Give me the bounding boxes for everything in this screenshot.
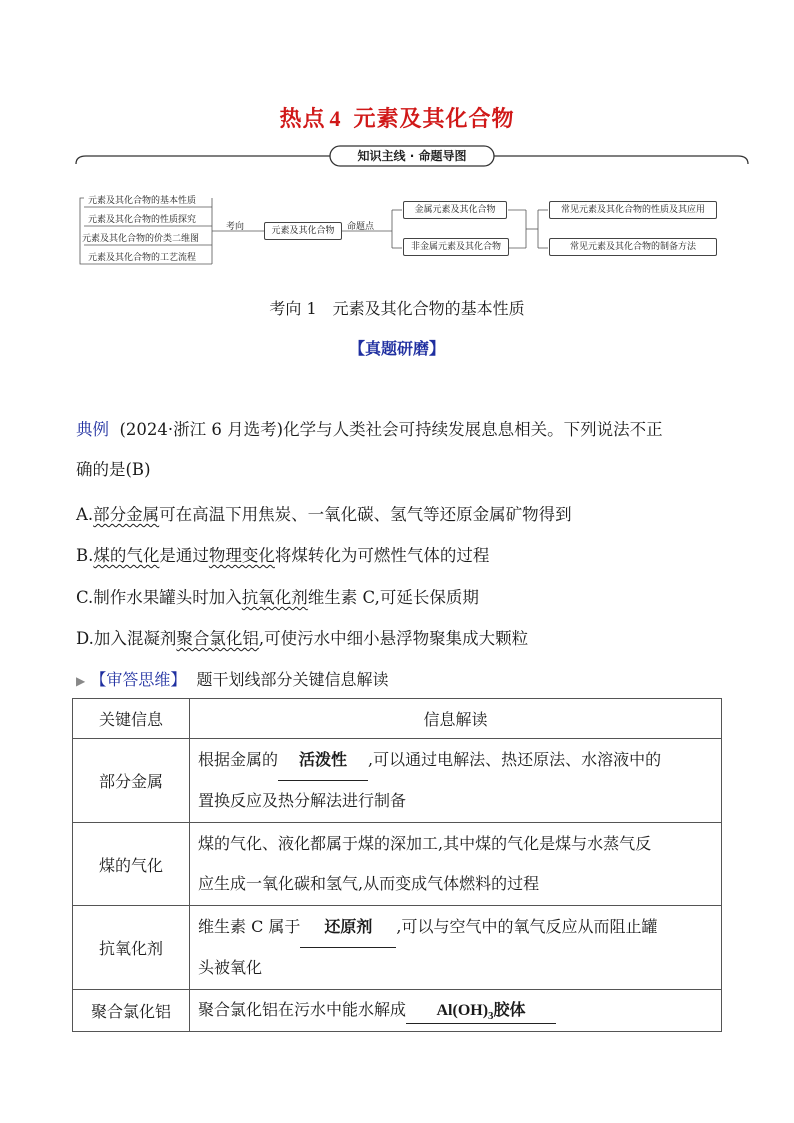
answer-fill: 活泼性	[278, 740, 368, 781]
table-header: 信息解读	[190, 699, 722, 739]
table-text: 根据金属的	[198, 750, 279, 769]
table-text: 煤的气化、液化都属于煤的深加工,其中煤的气化是煤与水蒸气反	[198, 834, 652, 853]
mindmap-left-item: 元素及其化合物的价类二维图	[82, 234, 200, 244]
key-info-table	[72, 698, 722, 1032]
example-label: 典例	[76, 420, 109, 439]
table-text: ,可以通过电解法、热还原法、水溶液中的	[368, 750, 662, 769]
option-text: 加入混凝剂	[93, 629, 177, 648]
option-mark: 物理变化	[208, 546, 275, 565]
thinking-label: 【审答思维】	[90, 670, 187, 689]
option-a	[76, 501, 572, 525]
table-text: 头被氧化	[198, 958, 263, 977]
mindmap-right-node: 常见元素及其化合物的性质及其应用	[549, 201, 717, 219]
table-text: ,可以与空气中的氧气反应从而阻止罐	[396, 917, 658, 936]
table-text: 聚合氯化铝在污水中能水解成	[198, 1000, 407, 1020]
option-b	[76, 542, 489, 566]
option-prefix: A.	[76, 505, 94, 524]
example-stem-line2: 确的是(B)	[76, 460, 151, 479]
table-value	[190, 823, 722, 906]
mindmap-right-node: 常见元素及其化合物的制备方法	[549, 238, 717, 256]
table-row	[73, 739, 722, 823]
example-source: (2024·浙江 6 月选考)	[119, 420, 284, 439]
mindmap-kaoxiang: 考向	[226, 222, 245, 232]
triangle-icon: ▶	[76, 674, 86, 688]
table-row	[73, 823, 722, 906]
mindmap-nonmetal-node: 非金属元素及其化合物	[403, 238, 509, 256]
table-value	[190, 990, 722, 1032]
thinking-text: 题干划线部分关键信息解读	[196, 670, 389, 689]
table-key: 部分金属	[73, 739, 190, 823]
option-prefix: B.	[76, 546, 94, 565]
table-value	[190, 906, 722, 990]
section-label: 【真题研磨】	[348, 339, 445, 358]
formula-subscript: 3	[488, 1010, 494, 1023]
mindmap-left-item: 元素及其化合物的性质探究	[88, 215, 197, 225]
mindmap-metal-node: 金属元素及其化合物	[403, 201, 507, 219]
table-value	[190, 739, 722, 823]
table-text: 置换反应及热分解法进行制备	[198, 791, 407, 810]
subtitle: 考向 1 元素及其化合物的基本性质	[269, 299, 525, 318]
formula: Al(OH)	[436, 1002, 489, 1020]
option-prefix: C.	[76, 588, 94, 607]
mindmap-center-node: 元素及其化合物	[264, 222, 342, 240]
option-mark: 煤的气化	[93, 546, 160, 565]
mindmap-mingtidian: 命题点	[347, 222, 375, 232]
answer-fill	[406, 997, 556, 1023]
mindmap-left-item: 元素及其化合物的基本性质	[88, 196, 197, 206]
option-text: 可在高温下用焦炭、一氧化碳、氢气等还原金属矿物得到	[159, 505, 572, 524]
option-mark: 聚合氯化铝	[176, 629, 259, 648]
table-key: 煤的气化	[73, 823, 190, 906]
title-text: 元素及其化合物	[353, 107, 515, 132]
table-header: 关键信息	[73, 699, 190, 739]
option-text: 是通过	[159, 546, 209, 565]
example-stem-line1: 化学与人类社会可持续发展息息相关。下列说法不正	[283, 420, 663, 439]
banner-label: 知识主线 · 命题导图	[357, 149, 467, 163]
title-prefix: 热点	[279, 107, 326, 132]
option-text: 维生素 C,可延长保质期	[307, 588, 479, 607]
mindmap-left-item: 元素及其化合物的工艺流程	[88, 253, 197, 263]
answer-fill: 还原剂	[300, 907, 396, 948]
table-row	[73, 990, 722, 1032]
option-text: 将煤转化为可燃性气体的过程	[274, 546, 490, 565]
table-header-row	[73, 699, 722, 739]
table-key: 抗氧化剂	[73, 906, 190, 990]
example-stem	[76, 410, 726, 490]
option-text: ,可使污水中细小悬浮物聚集成大颗粒	[258, 629, 529, 648]
option-mark: 部分金属	[93, 505, 160, 524]
formula-word: 胶体	[493, 1000, 526, 1020]
title-number: 4	[329, 106, 342, 131]
option-text: 制作水果罐头时加入	[93, 588, 242, 607]
table-text: 维生素 C 属于	[198, 917, 301, 936]
table-row	[73, 906, 722, 990]
option-d	[76, 625, 528, 649]
option-mark: 抗氧化剂	[241, 588, 308, 607]
option-c	[76, 584, 479, 608]
table-text: 应生成一氧化碳和氢气,从而变成气体燃料的过程	[198, 874, 540, 893]
thinking-line	[76, 667, 389, 690]
table-key: 聚合氯化铝	[73, 990, 190, 1032]
page-title	[0, 102, 794, 133]
option-prefix: D.	[76, 629, 94, 648]
